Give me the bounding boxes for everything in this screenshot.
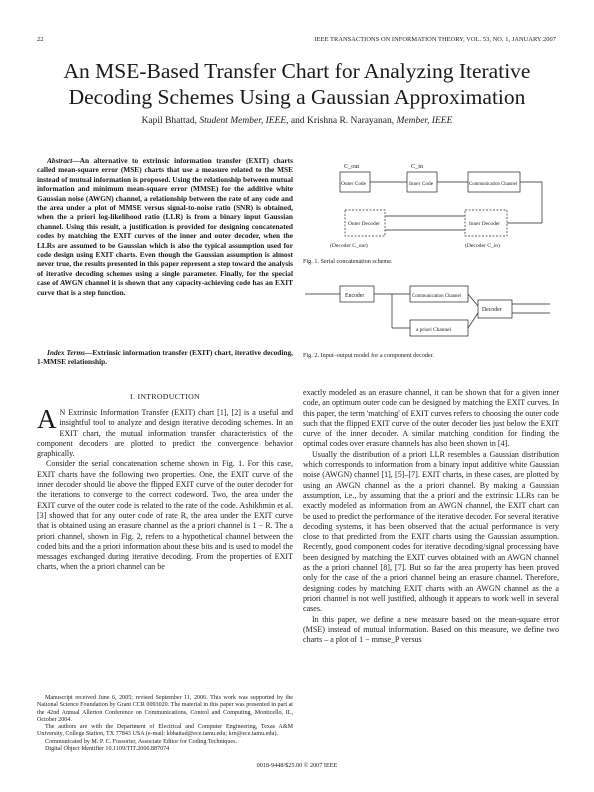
index-terms-dash: — [85, 348, 93, 357]
page-number: 22 [37, 36, 44, 43]
fig1-label-c-out: C_out [344, 163, 360, 170]
fig1-label-outer-code: Outer Code [341, 181, 367, 187]
intro-paragraph-1 [37, 404, 293, 459]
abstract-dash: — [72, 156, 80, 165]
fig1-label-channel: Communication Channel [469, 182, 518, 187]
footnote-authors: The authors are with the Department of Electrical and Computer Engineering, Texas A&M University, College Station, TX 77843 USA (e-mail: kbhattad@ece.tamu.edu; krn@ece.tamu.edu). [37, 724, 293, 738]
author-line [30, 116, 564, 126]
drop-cap: A [37, 404, 57, 434]
figure-2-caption: Fig. 2. Input–output model for a component decoder. [303, 352, 434, 359]
author-2-role: Member, IEEE [396, 116, 453, 126]
footnote-communicated: Communicated by M. P. C. Fossorier, Associate Editor for Coding Techniques. [45, 738, 237, 745]
fig1-label-decoder-c-in: (Decoder C_in) [465, 243, 500, 249]
footnote-doi: Digital Object Identifier 10.1109/TIT.2006.887074 [45, 746, 170, 753]
author-1-role: Student Member, IEEE, [199, 116, 289, 126]
title-line-1: An MSE-Based Transfer Chart for Analyzing Iterative [63, 59, 531, 83]
index-terms-lead: Index Terms [47, 348, 86, 357]
abstract [37, 156, 293, 297]
introduction-body [37, 404, 293, 573]
fig1-label-inner-decoder: Inner Decoder [469, 221, 500, 227]
figure-2-diagram [300, 280, 564, 342]
fig2-label-encoder: Encoder [345, 293, 365, 299]
abstract-text: An alternative to extrinsic information transfer (EXIT) charts called mean-square error (MSE) charts that use a measure related to the MSE instead of mutual information is proposed. Using the relationship between mutual information and minimum mean-square error (MMSE) for the additive white Gaussian noise (AWGN) channel, a relationship between the rate of any code and the area under a plot of MMSE versus signal-to-noise ratio (SNR) is obtained, when the a priori log-likelihood ratio (LLR) is from a binary input Gaussian channel. Using this result, a justification is provided for designing concatenated codes by matching the EXIT curves of the inner and outer decoder, when the LLRs are assumed to be Gaussian which is also the typical assumption used for code design using EXIT charts. Even though the Gaussian assumption is almost never true, the results presented in this paper represent a step toward the analysis of iterative decoding schemes using a single parameter. Finally, for the special case of AWGN channel it is shown that any capacity-achieving code has an EXIT curve that is a step function. [37, 156, 293, 297]
figure-1-diagram [300, 158, 564, 254]
footnote-manuscript: Manuscript received June 6, 2005; revised September 11, 2006. This work was supported by the National Science Foundation by Grant CCR 0093020. The material in this paper was presented in part at the 42nd Annual Allerton Conference on Communications, Control and Computing, Monticello, IL, October 2004. [37, 695, 293, 723]
index-terms [37, 348, 293, 367]
author-2: Krishna R. Narayanan, [307, 116, 395, 126]
right-paragraph-3: In this paper, we define a new measure based on the mean-square error (MSE) instead of mutual information. Based on this measure, we define two charts – a plot of 1 − mmse_P versus [303, 614, 559, 645]
running-header: IEEE TRANSACTIONS ON INFORMATION THEORY, VOL. 53, NO. 1, JANUARY 2007 [314, 36, 556, 43]
figure-1-caption: Fig. 1. Serial concatenation scheme. [303, 258, 393, 265]
intro-paragraph-2: Consider the serial concatenation scheme shown in Fig. 1. For this case, EXIT charts have the following two properties. One, the EXIT curve of the inner decoder should lie above the flipped EXIT curve of the outer decoder for the iterations to converge to the correct codeword. Two, the area under the EXIT curve of the outer code is related to the rate of the code. Ashikhmin et al. [3] showed that for any outer code of rate R, the area under the EXIT curve that is obtained using an erasure channel as the a priori channel is 1 − R. The a priori channel, shown in Fig. 2, refers to a hypothetical channel between the coded bits and the a priori information about these bits and is used to model the messages exchanged during iterative decoding. From the properties of EXIT charts, when the a priori channel can be [37, 459, 293, 572]
fig2-label-communication-channel: Communication Channel [412, 294, 462, 299]
copyright-footer: 0018-9448/$25.00 © 2007 IEEE [256, 762, 338, 769]
intro-paragraph-1-text: N Extrinsic Information Transfer (EXIT) chart [1], [2] is a useful and insightful tool to analyze and design iterative decoding schemes. In an EXIT chart, the mutual information transfer characteristics of the component decoders are plotted to predict the convergence behavior graphically. [37, 408, 293, 459]
fig1-label-outer-decoder: Outer Decoder [348, 221, 380, 227]
footnotes [37, 695, 293, 753]
index-terms-text: Extrinsic information transfer (EXIT) chart, iterative decoding, 1-MMSE relationship. [37, 348, 293, 367]
paper-title [30, 58, 564, 110]
fig1-label-decoder-c-out: (Decoder C_out) [330, 243, 368, 249]
fig1-label-c-in: C_in [411, 163, 424, 170]
right-paragraph-2: Usually the distribution of a priori LLR resembles a Gaussian distribution which corresponds to information from a binary input additive white Gaussian noise (AWGN) channel [1], [5]–[7]. EXIT charts, in these cases, are plotted by using an AWGN channel as the a priori channel. By making a Gaussian assumption, i.e., by assuming that the a priori and the extrinsic LLRs can be exactly modeled as information from an AWGN channel, the EXIT chart can be used to predict the performance of the iterative decoder. For several iterative decoding systems, it has been observed that the actual performance is very close to that predicted from the EXIT charts using the Gaussian assumption. Recently, good component codes for iterative decoding/signal processing have been designed by matching the EXIT curves obtained with an AWGN channel as the a priori channel [8], [7]. But so far the area property has been proved only for the case of the a priori channel being an erasure channel. Therefore, designing codes by matching EXIT charts with an AWGN channel as the a priori channel is not well justified, although it appears to work well in several cases. [303, 449, 559, 614]
title-line-2: Decoding Schemes Using a Gaussian Approximation [68, 85, 526, 109]
author-1: Kapil Bhattad, [141, 116, 197, 126]
right-column-body [303, 388, 559, 645]
fig2-label-a-priori-channel: a priori Channel [416, 327, 452, 333]
section-heading: I. INTRODUCTION [130, 392, 200, 401]
right-paragraph-1: exactly modeled as an erasure channel, it can be shown that for a given inner code, an optimum outer code can be designed by matching the EXIT curves. In this paper, the term 'matching' of EXIT curves refers to choosing the outer code such that the flipped EXIT curve of the outer decoder lies just below the EXIT curve of the inner decoder. A similar matching condition for finding the optimal codes over erasure channels has also been shown in [4]. [303, 388, 559, 449]
author-conjunction: and [290, 116, 305, 126]
abstract-lead: Abstract [47, 156, 73, 165]
fig2-label-decoder: Decoder [482, 307, 502, 313]
fig1-label-inner-code: Inner Code [409, 181, 434, 187]
